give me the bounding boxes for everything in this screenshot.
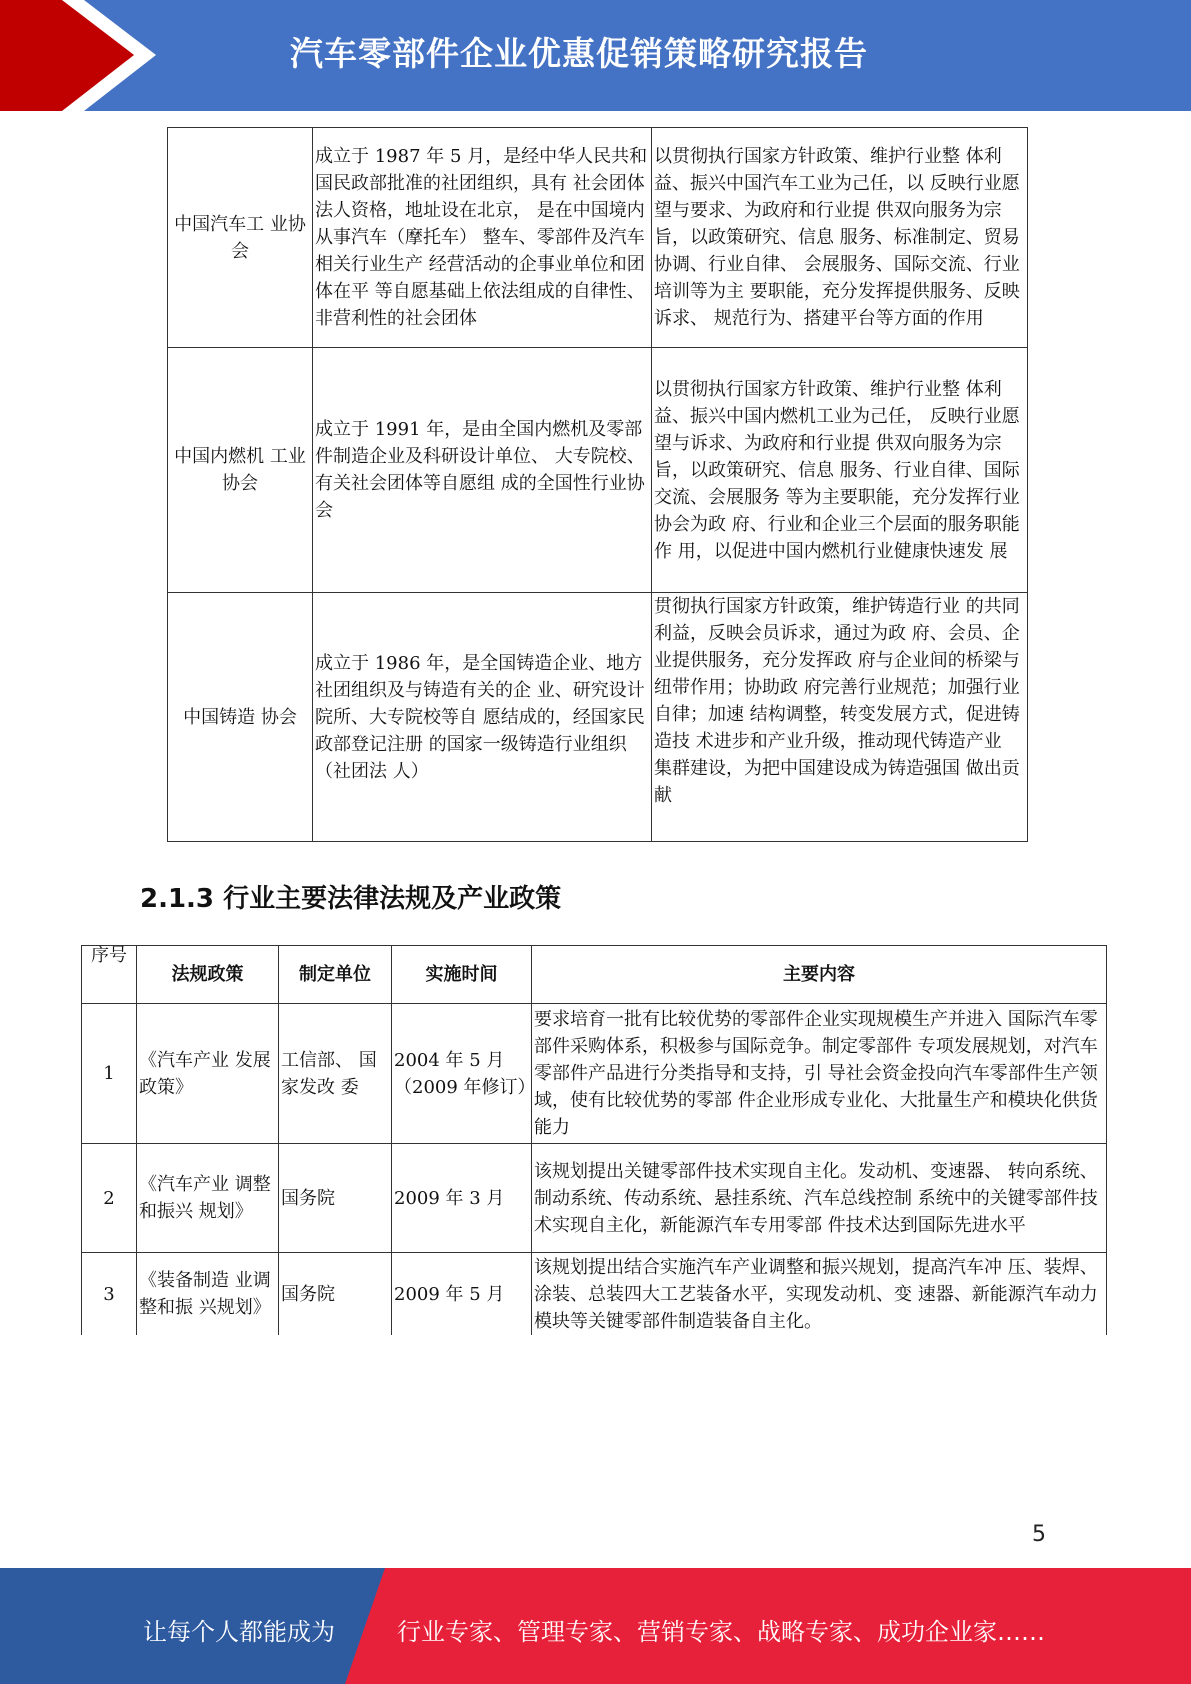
row-no: 1 — [82, 1004, 137, 1144]
row-policy: 《装备制造 业调整和振 兴规划》 — [137, 1253, 279, 1336]
row-unit: 国务院 — [279, 1144, 392, 1253]
row-no: 3 — [82, 1253, 137, 1336]
footer-slogan-left: 让每个人都能成为 — [143, 1618, 335, 1646]
col-header-no: 序号 — [82, 946, 137, 1004]
page-number: 5 — [1032, 1522, 1046, 1547]
association-role: 以贯彻执行国家方针政策、维护行业整 体利益、振兴中国汽车工业为己任，以 反映行业愿望与要求、为政府和行业提 供双向服务为宗旨，以政策研究、信息 服务、标准制定、贸易协调、行业自律、 会展服务、国际交流、行业培训等为主 要职能，充分发挥提供服务、反映诉求、 规范行为、搭建平台等方面的作用 — [652, 128, 1028, 348]
row-content: 要求培育一批有比较优势的零部件企业实现规模生产并进入 国际汽车零部件采购体系，积极参与国际竞争。制定零部件 专项发展规划，对汽车零部件产品进行分类指导和支持，引 导社会资金投向汽车零部件生产领域，使有比较优势的零部 件企业形成专业化、大批量生产和模块化供货能力 — [532, 1004, 1107, 1144]
table-row — [168, 593, 1028, 842]
row-no: 2 — [82, 1144, 137, 1253]
association-name: 中国汽车工 业协会 — [168, 128, 313, 348]
association-role: 以贯彻执行国家方针政策、维护行业整 体利益、振兴中国内燃机工业为己任， 反映行业愿望与诉求、为政府和行业提 供双向服务为宗旨，以政策研究、信息 服务、行业自律、国际交流、会展服务 等为主要职能，充分发挥行业协会为政 府、行业和企业三个层面的服务职能作 用，以促进中国内燃机行业健康快速发 展 — [652, 348, 1028, 593]
header-red-chevron — [0, 0, 150, 111]
row-unit: 工信部、 国家发改 委 — [279, 1004, 392, 1144]
association-name: 中国内燃机 工业协会 — [168, 348, 313, 593]
association-name: 中国铸造 协会 — [168, 593, 313, 842]
row-content: 该规划提出关键零部件技术实现自主化。发动机、变速器、 转向系统、制动系统、传动系统、悬挂系统、汽车总线控制 系统中的关键零部件技术实现自主化，新能源汽车专用零部 件技术达到国际先进水平 — [532, 1144, 1107, 1253]
association-intro: 成立于 1991 年，是由全国内燃机及零部件制造企业及科研设计单位、 大专院校、有关社会团体等自愿组 成的全国性行业协会 — [313, 348, 652, 593]
row-time: 2009 年 3 月 — [392, 1144, 532, 1253]
association-intro: 成立于 1986 年，是全国铸造企业、地方社团组织及与铸造有关的企 业、研究设计院所、大专院校等自 愿结成的，经国家民政部登记注册 的国家一级铸造行业组织（社团法 人） — [313, 593, 652, 842]
association-intro: 成立于 1987 年 5 月，是经中华人民共和国民政部批准的社团组织，具有 社会团体法人资格，地址设在北京， 是在中国境内从事汽车（摩托车） 整车、零部件及汽车相关行业生产 经营活动的企事业单位和团体在平 等自愿基础上依法组成的自律性、 非营利性的社会团体 — [313, 128, 652, 348]
table-row — [168, 128, 1028, 348]
row-time: 2004 年 5 月（2009 年修订） — [392, 1004, 532, 1144]
report-title: 汽车零部件企业优惠促销策略研究报告 — [290, 34, 868, 73]
col-header-policy: 法规政策 — [137, 946, 279, 1004]
table-row — [82, 1253, 1107, 1336]
policy-table-wrapper — [81, 945, 1110, 1335]
table-header-row — [82, 946, 1107, 1004]
row-policy: 《汽车产业 发展政策》 — [137, 1004, 279, 1144]
footer-slogan-right: 行业专家、管理专家、营销专家、战略专家、成功企业家…… — [397, 1618, 1045, 1646]
row-unit: 国务院 — [279, 1253, 392, 1336]
col-header-content: 主要内容 — [532, 946, 1107, 1004]
table-row — [82, 1144, 1107, 1253]
header-banner — [0, 0, 1191, 111]
association-table — [167, 127, 1028, 842]
col-header-time: 实施时间 — [392, 946, 532, 1004]
row-policy: 《汽车产业 调整和振兴 规划》 — [137, 1144, 279, 1253]
row-content: 该规划提出结合实施汽车产业调整和振兴规划，提高汽车冲 压、装焊、涂装、总装四大工艺装备水平，实现发动机、变 速器、新能源汽车动力模块等关键零部件制造装备自主化。 — [532, 1253, 1107, 1336]
row-time: 2009 年 5 月 — [392, 1253, 532, 1336]
section-heading: 2.1.3 行业主要法律法规及产业政策 — [140, 884, 562, 914]
table-row — [168, 348, 1028, 593]
table-row — [82, 1004, 1107, 1144]
association-role: 贯彻执行国家方针政策，维护铸造行业 的共同利益，反映会员诉求，通过为政 府、会员、企业提供服务，充分发挥政 府与企业间的桥梁与纽带作用；协助政 府完善行业规范；加强行业自律；加速 结构调整，转变发展方式，促进铸造技 术进步和产业升级，推动现代铸造产业 集群建设，为把中国建设成为铸造强国 做出贡献 — [652, 593, 1028, 842]
policy-table — [81, 945, 1107, 1335]
footer-banner — [0, 1568, 1191, 1684]
col-header-unit: 制定单位 — [279, 946, 392, 1004]
